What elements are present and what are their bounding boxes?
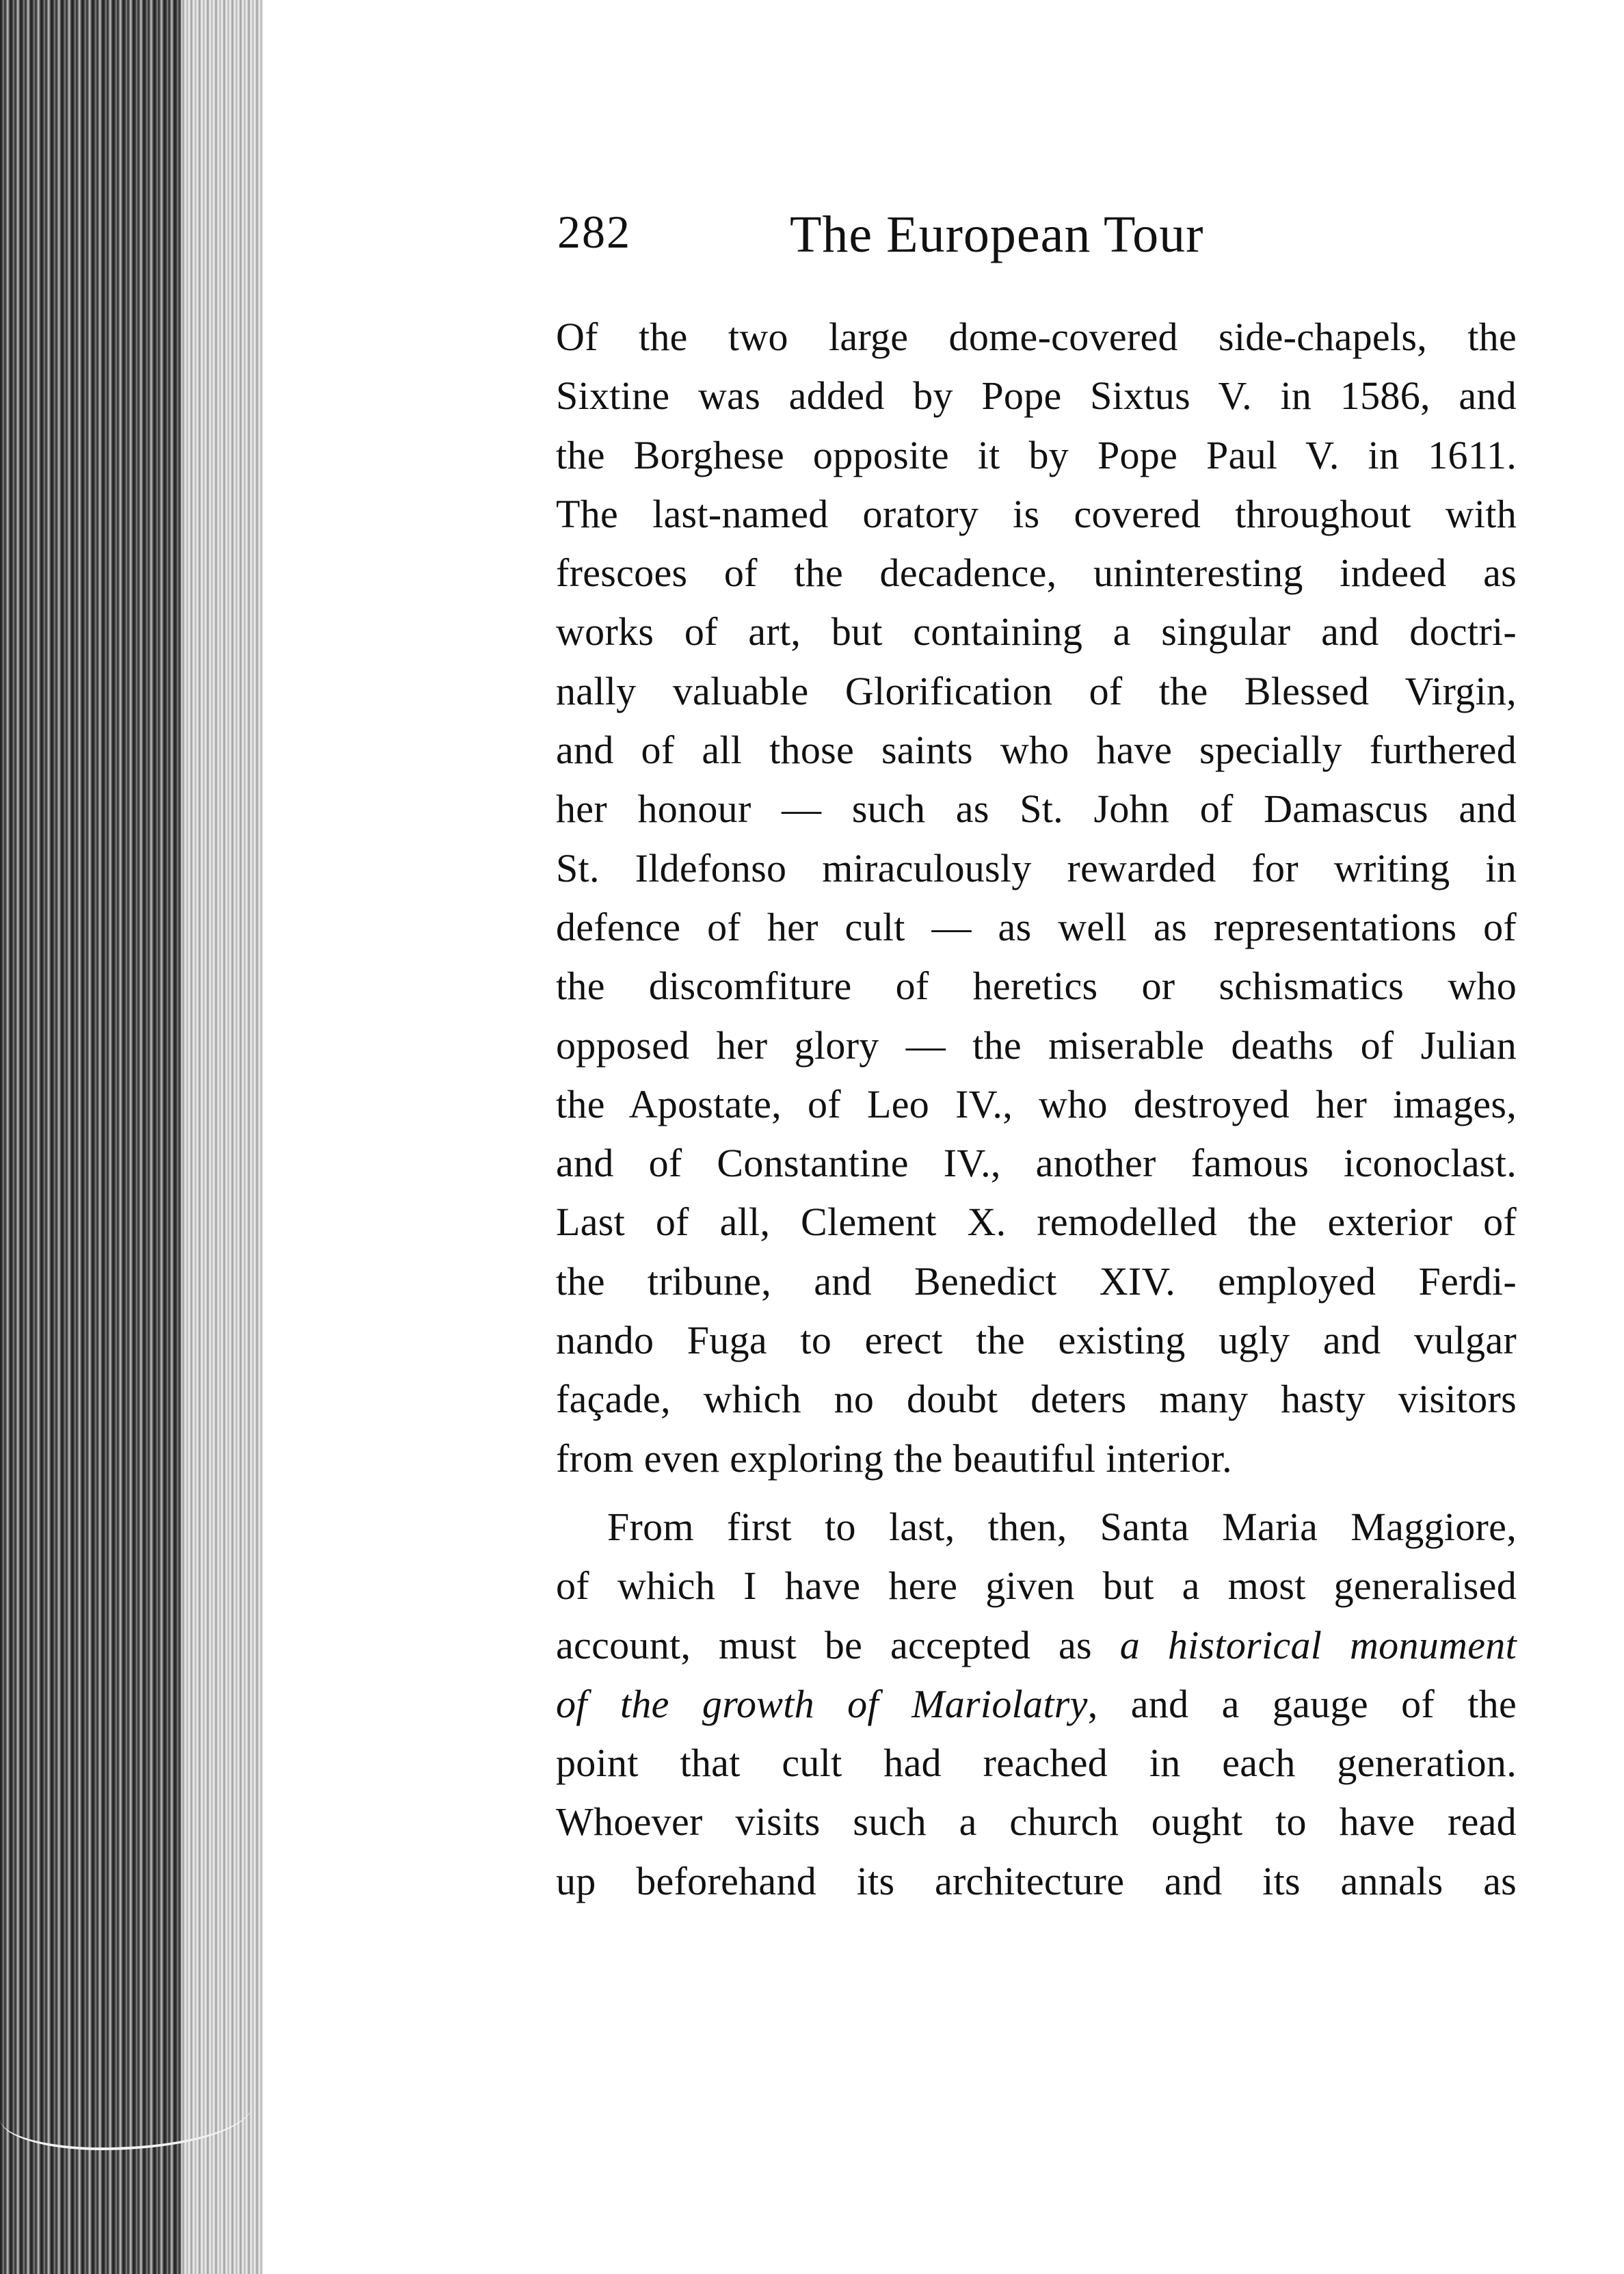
body-text — [556, 308, 1517, 1911]
text-line: nando Fuga to erect the existing ugly and vulgar — [556, 1318, 1517, 1363]
text-line: nally valuable Glorification of the Blessed Virgin, — [556, 668, 1517, 713]
text-line: from even exploring the beautiful interior. — [556, 1436, 1232, 1481]
running-title: The European Tour — [790, 206, 1204, 263]
running-header — [557, 205, 1515, 274]
italic-phrase: a historical monument — [1119, 1622, 1517, 1667]
text-line: works of art, but containing a singular and doctri- — [556, 609, 1517, 655]
text-line: point that cult had reached in each generation. — [556, 1741, 1517, 1786]
paragraph-gap — [556, 1488, 1517, 1498]
italic-phrase: of the growth of Mariolatry — [556, 1681, 1088, 1726]
text-line: The last-named oratory is covered throughout with — [556, 491, 1517, 536]
text-line: and of all those saints who have specially furthered — [556, 728, 1517, 773]
text-line: Sixtine was added by Pope Sixtus V. in 1586, and — [556, 373, 1517, 419]
text-line: opposed her glory — the miserable deaths of Julian — [556, 1022, 1517, 1068]
text-line: her honour — such as St. John of Damascus and — [556, 786, 1517, 832]
text-line: the Borghese opposite it by Pope Paul V. in 1611. — [556, 432, 1517, 477]
text-line: the discomfiture of heretics or schismatics who — [556, 964, 1517, 1009]
text-line: up beforehand its architecture and its annals as — [556, 1858, 1517, 1903]
text-line: frescoes of the decadence, uninteresting indeed as — [556, 551, 1517, 596]
text-line: the tribune, and Benedict XIV. employed Ferdi- — [556, 1258, 1517, 1304]
text-line: Of the two large dome-covered side-chapels, the — [556, 315, 1517, 359]
text-line: From first to last, then, Santa Maria Maggiore, — [607, 1504, 1517, 1549]
text-line: Last of all, Clement X. remodelled the exterior of — [556, 1200, 1517, 1245]
text-line: Whoever visits such a church ought to have read — [556, 1799, 1517, 1845]
page-number: 282 — [557, 206, 631, 258]
text-line: of which I have here given but a most generalised — [556, 1563, 1517, 1609]
text-line: St. Ildefonso miraculously rewarded for writing in — [556, 845, 1517, 890]
text-line: façade, which no doubt deters many hasty visitors — [556, 1377, 1517, 1422]
text-line: defence of her cult — as well as representations of — [556, 904, 1517, 949]
page-edge-strip — [0, 0, 263, 2274]
text-line: the Apostate, of Leo IV., who destroyed her images, — [556, 1081, 1517, 1126]
text-line: of the growth of Mariolatry, and a gauge of the — [556, 1681, 1517, 1726]
text-line: account, must be accepted as a historical monument — [556, 1622, 1517, 1667]
text-line: and of Constantine IV., another famous iconoclast. — [556, 1141, 1517, 1186]
